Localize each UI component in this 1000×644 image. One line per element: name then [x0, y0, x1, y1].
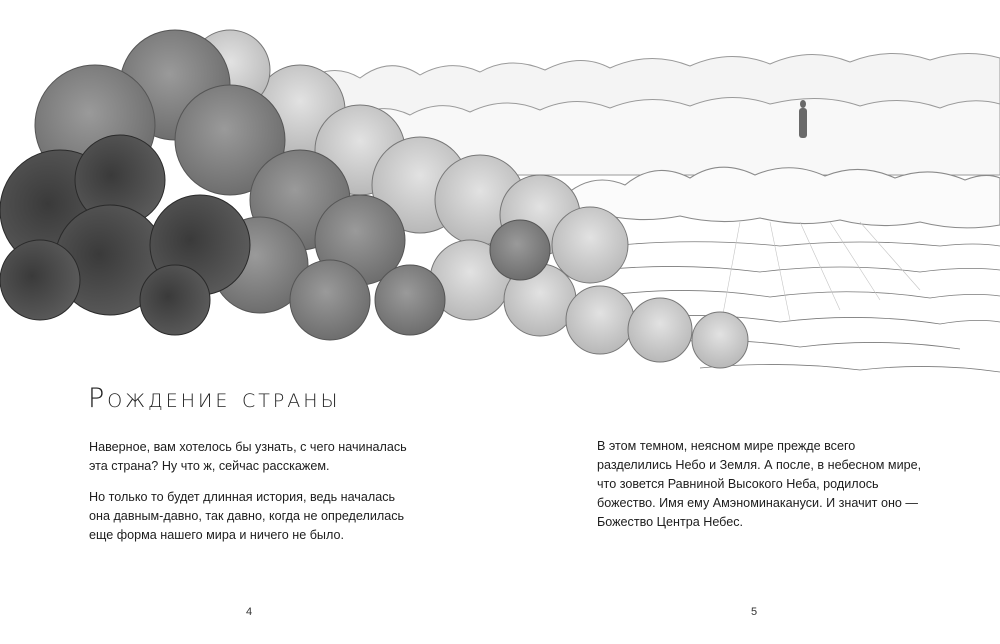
right-cloud-mass	[560, 167, 1000, 228]
light-rays	[720, 222, 920, 330]
left-paragraph: Но только то будет длинная история, ведь началась она давным-давно, так давно, когда не определилась еще форма нашего мира и ничего не было.	[89, 490, 405, 542]
page-number-right: 5	[751, 606, 758, 618]
page-title: Рождение страны	[88, 383, 341, 414]
left-column	[89, 438, 419, 557]
page-number-left: 4	[246, 606, 253, 618]
left-paragraph: Наверное, вам хотелось бы узнать, с чего начиналась эта страна? Ну что ж, сейчас расскажем.	[89, 440, 407, 473]
right-column	[597, 437, 927, 544]
right-paragraph: В этом темном, неясном мире прежде всего разделились Небо и Земля. А после, в небесном мире, что зовется Равниной Высокого Неба, родилось божество. Имя ему Амэноминакануси. И значит оно — Божество Центра Небес.	[597, 439, 922, 529]
